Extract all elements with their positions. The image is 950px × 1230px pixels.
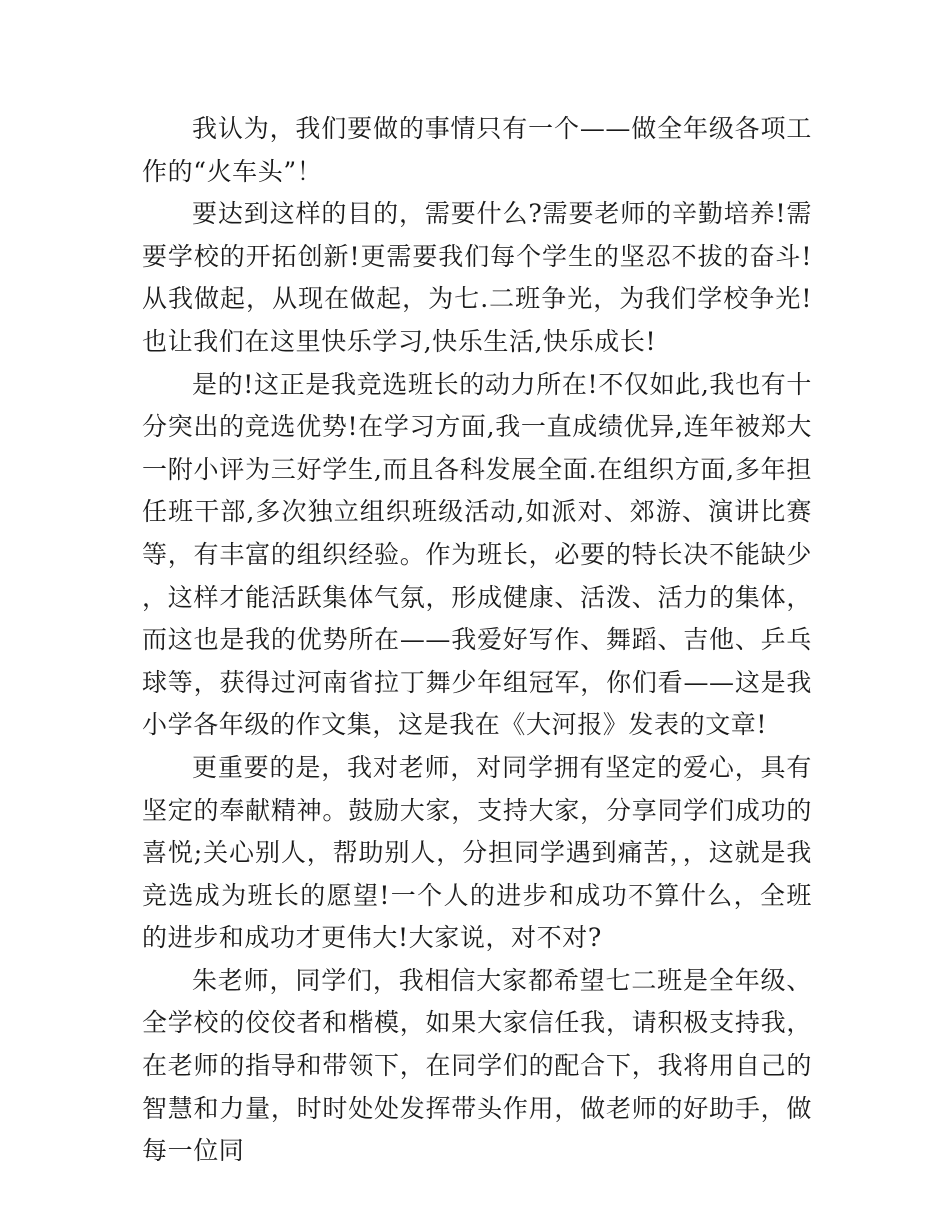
paragraph-5: 朱老师，同学们，我相信大家都希望七二班是全年级、全学校的佼佼者和楷模，如果大家信任我，请积极支持我，在老师的指导和带领下，在同学们的配合下，我将用自己的智慧和力量，时时处处发挥带头作用，做老师的好助手，做每一位同	[142, 965, 812, 1166]
paragraph-1: 我认为，我们要做的事情只有一个——做全年级各项工作的“火车头”！	[142, 114, 812, 186]
paragraph-3: 是的!这正是我竞选班长的动力所在!不仅如此,我也有十分突出的竞选优势!在学习方面,我一直成绩优异,连年被郑大一附小评为三好学生,而且各科发展全面.在组织方面,多年担任班干部,多次独立组织班级活动,如派对、郊游、演讲比赛等，有丰富的组织经验。作为班长，必要的特长决不能缺少，这样才能活跃集体气氛，形成健康、活泼、活力的集体，而这也是我的优势所在——我爱好写作、舞蹈、吉他、乒乓球等，获得过河南省拉丁舞少年组冠军，你们看——这是我小学各年级的作文集，这是我在《大河报》发表的文章!	[142, 369, 812, 740]
paragraph-2: 要达到这样的目的，需要什么?需要老师的辛勤培养!需要学校的开拓创新!更需要我们每个学生的坚忍不拔的奋斗!从我做起，从现在做起，为七.二班争光，为我们学校争光!也让我们在这里快乐学习,快乐生活,快乐成长!	[142, 199, 812, 356]
paragraph-4: 更重要的是，我对老师，对同学拥有坚定的爱心，具有坚定的奉献精神。鼓励大家，支持大家，分享同学们成功的喜悦;关心别人，帮助别人，分担同学遇到痛苦，，这就是我竞选成为班长的愿望!一个人的进步和成功不算什么，全班的进步和成功才更伟大!大家说，对不对?	[142, 752, 812, 953]
document-page	[142, 108, 812, 1173]
